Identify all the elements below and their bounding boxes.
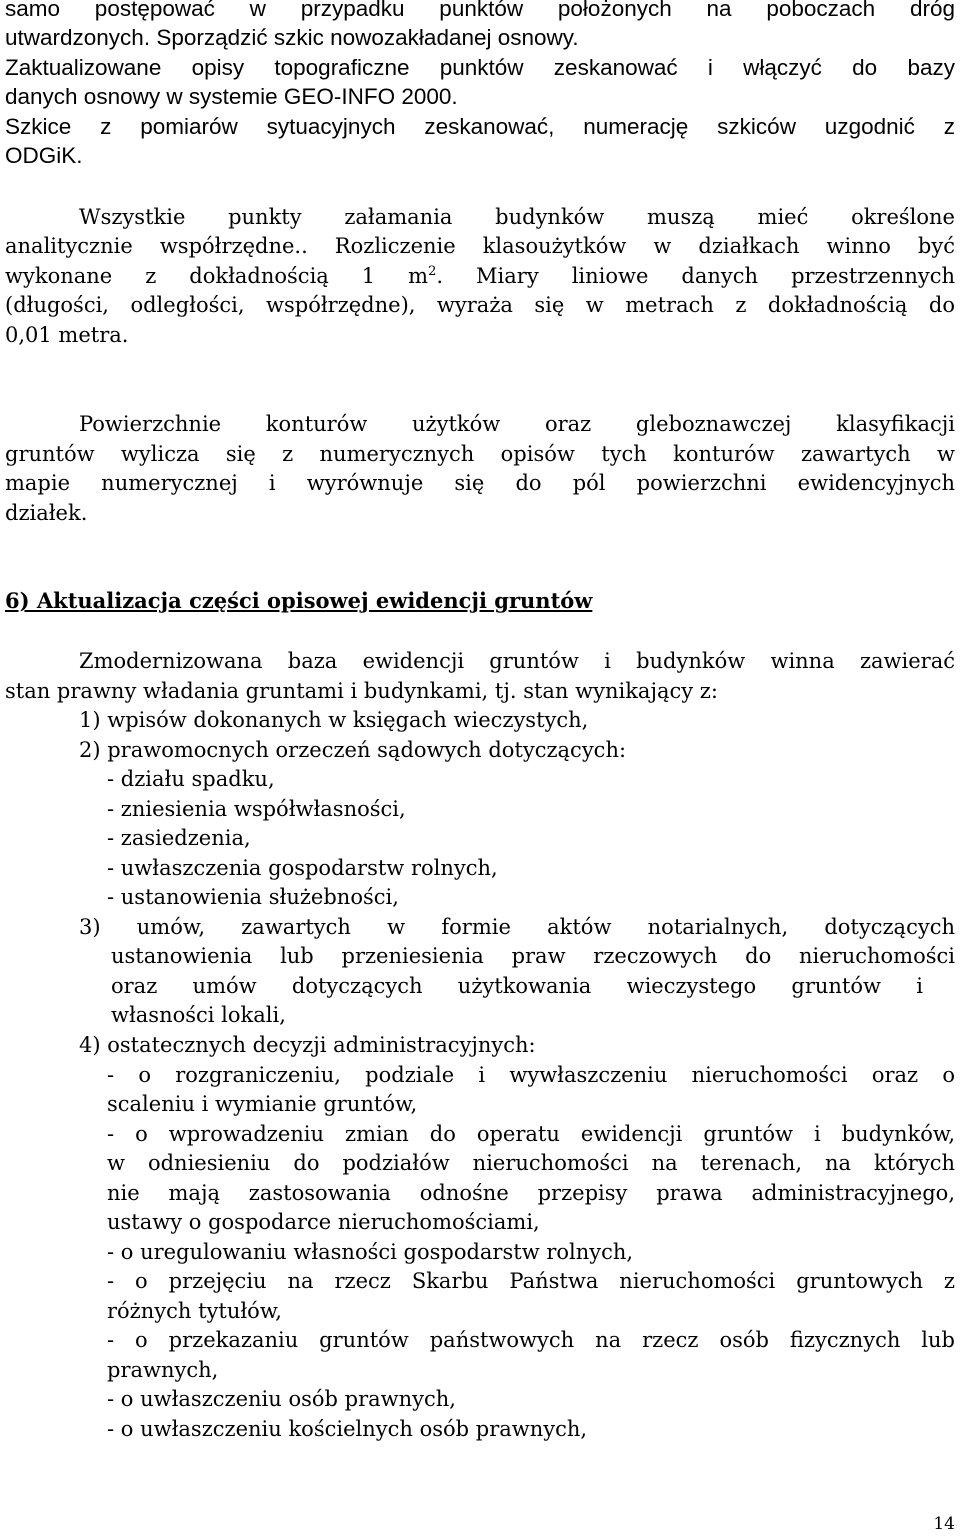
paragraph-line: (długości, odległości, współrzędne), wyraża się w metrach z dokładnością do: [5, 293, 955, 317]
list-subitem-continuation: ustawy o gospodarce nieruchomościami,: [107, 1210, 540, 1234]
text-fragment: wykonane z dokładnością 1 m: [5, 264, 429, 288]
paragraph-line: analitycznie współrzędne.. Rozliczenie klasoużytków w działkach winno być: [5, 234, 955, 258]
list-subitem: - o wprowadzeniu zmian do operatu ewidencji gruntów i budynków,: [107, 1122, 955, 1146]
paragraph-line: Zaktualizowane opisy topograficzne punktów zeskanować i włączyć do bazy: [5, 55, 955, 80]
list-subitem: - zasiedzenia,: [107, 826, 251, 850]
paragraph-line: Powierzchnie konturów użytków oraz gleboznawczej klasyfikacji: [79, 412, 955, 436]
list-item: 2) prawomocnych orzeczeń sądowych dotyczących:: [79, 738, 627, 762]
section-heading: 6) Aktualizacja części opisowej ewidencji gruntów: [5, 588, 593, 613]
list-subitem: - o przekazaniu gruntów państwowych na rzecz osób fizycznych lub: [107, 1328, 955, 1352]
paragraph-line: Szkice z pomiarów sytuacyjnych zeskanować, numerację szkiców uzgodnić z: [5, 114, 955, 139]
page-number: 14: [933, 1514, 955, 1534]
list-subitem: - o uwłaszczeniu osób prawnych,: [107, 1387, 456, 1411]
list-subitem: - zniesienia współwłasności,: [107, 797, 406, 821]
paragraph-line: Wszystkie punkty załamania budynków muszą mieć określone: [79, 205, 955, 229]
list-item-continuation: oraz umów dotyczących użytkowania wieczystego gruntów i: [111, 974, 923, 998]
list-subitem: - o uregulowaniu własności gospodarstw rolnych,: [107, 1240, 634, 1264]
list-item-continuation: ustanowienia lub przeniesienia praw rzeczowych do nieruchomości: [111, 944, 955, 968]
paragraph-line: samo postępować w przypadku punktów położonych na poboczach dróg: [5, 0, 955, 21]
paragraph-line: danych osnowy w systemie GEO-INFO 2000.: [5, 84, 458, 109]
list-item: 3) umów, zawartych w formie aktów notarialnych, dotyczących: [79, 915, 955, 939]
list-item-continuation: własności lokali,: [111, 1003, 286, 1027]
paragraph-line: 0,01 metra.: [5, 323, 129, 347]
list-subitem-continuation: scaleniu i wymianie gruntów,: [107, 1092, 418, 1116]
list-subitem-continuation: prawnych,: [107, 1358, 219, 1382]
paragraph-line: działek.: [5, 501, 88, 525]
paragraph-line: gruntów wylicza się z numerycznych opisów tych konturów zawartych w: [5, 442, 955, 466]
superscript: 2: [428, 264, 437, 279]
paragraph-line: stan prawny władania gruntami i budynkami, tj. stan wynikający z:: [5, 679, 718, 703]
list-subitem-continuation: w odniesieniu do podziałów nieruchomości na terenach, na których: [107, 1151, 955, 1175]
list-subitem: - o przejęciu na rzecz Skarbu Państwa nieruchomości gruntowych z: [107, 1269, 955, 1293]
paragraph-line: Zmodernizowana baza ewidencji gruntów i budynków winna zawierać: [79, 649, 955, 673]
list-item: 1) wpisów dokonanych w księgach wieczystych,: [79, 708, 589, 732]
list-item: 4) ostatecznych decyzji administracyjnych:: [79, 1033, 536, 1057]
text-fragment: . Miary liniowe danych przestrzennych: [436, 264, 955, 288]
paragraph-line: ODGiK.: [5, 143, 83, 168]
list-subitem: - ustanowienia służebności,: [107, 885, 399, 909]
paragraph-line: mapie numerycznej i wyrównuje się do pól powierzchni ewidencyjnych: [5, 471, 955, 495]
list-subitem: - o uwłaszczeniu kościelnych osób prawnych,: [107, 1417, 588, 1441]
paragraph-line: utwardzonych. Sporządzić szkic nowozakładanej osnowy.: [5, 25, 579, 50]
list-subitem: - o rozgraniczeniu, podziale i wywłaszczeniu nieruchomości oraz o: [107, 1063, 955, 1087]
list-subitem: - działu spadku,: [107, 767, 275, 791]
paragraph-line: [5, 262, 955, 292]
list-subitem: - uwłaszczenia gospodarstw rolnych,: [107, 856, 498, 880]
list-subitem-continuation: różnych tytułów,: [107, 1299, 282, 1323]
list-subitem-continuation: nie mają zastosowania odnośne przepisy prawa administracyjnego,: [107, 1181, 955, 1205]
